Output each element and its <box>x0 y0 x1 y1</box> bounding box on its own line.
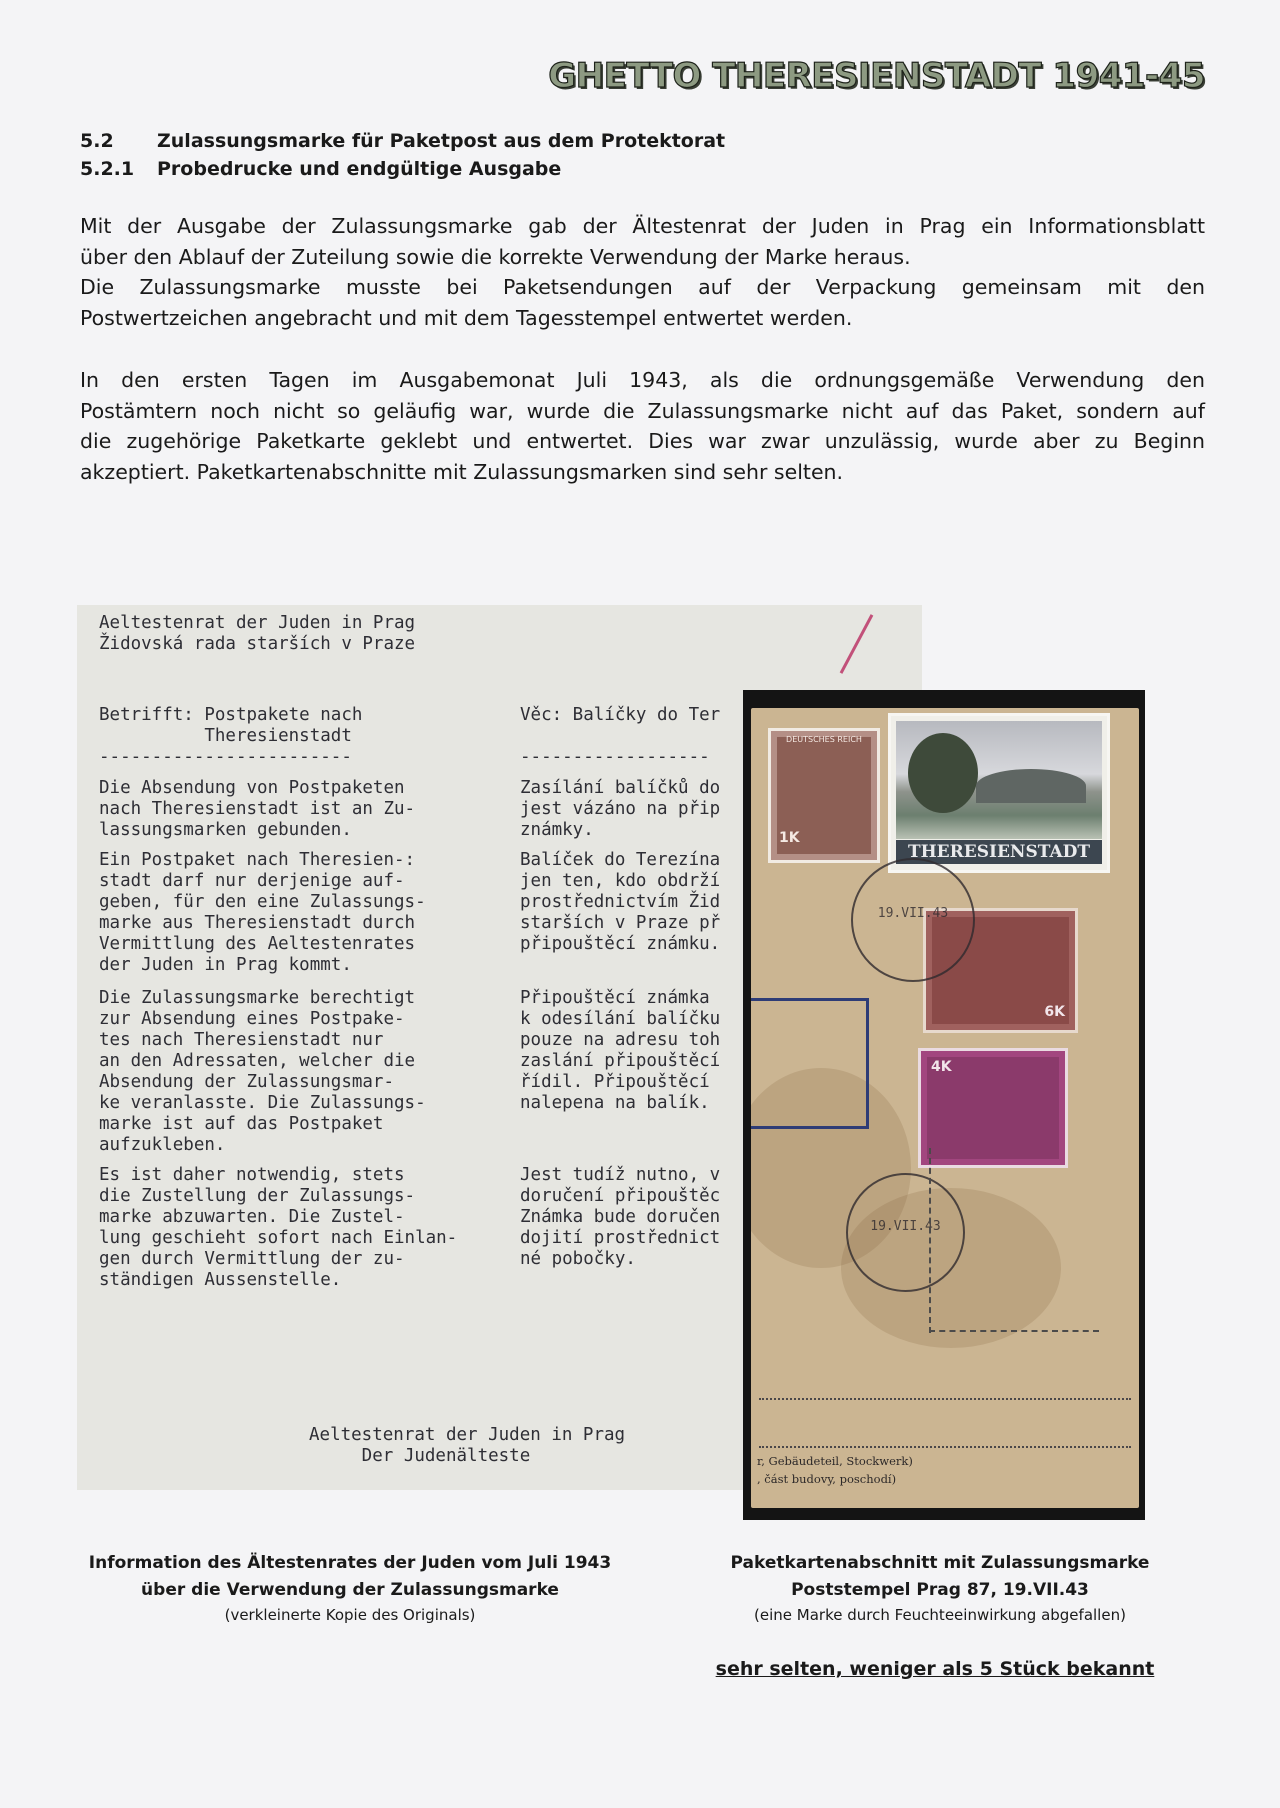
stamp-theresienstadt <box>888 713 1110 873</box>
postmark-date: 19.VII.43 <box>877 905 949 921</box>
letter-paragraph-cz-3: Připouštěcí známka k odesílání balíčku pouze na adresu toh zaslání připouštěcí řídil. Připouštěcí nalepena na balík. <box>520 988 721 1113</box>
dotted-line <box>759 1446 1131 1448</box>
dashed-cut-line <box>929 1148 934 1333</box>
postmark-prag-87 <box>846 1173 965 1292</box>
text-line: akzeptiert. Paketkartenabschnitte mit Zulassungsmarken sind sehr selten. <box>80 459 844 484</box>
stamp-header: DEUTSCHES REICH <box>786 735 862 744</box>
tree-icon <box>908 733 978 813</box>
caption-title: Paketkartenabschnitt mit Zulassungsmarke <box>730 1553 1150 1573</box>
section-number: 5.2.1 <box>80 158 135 180</box>
section-title: Zulassungsmarke für Paketpost aus dem Protektorat <box>157 130 726 152</box>
caption-right <box>680 1550 1200 1626</box>
letter-paragraph-de-1: Die Absendung von Postpaketen nach Theresienstadt ist an Zu- lassungsmarken gebunden. <box>99 778 416 840</box>
caption-title: Poststempel Prag 87, 19.VII.43 <box>791 1580 1089 1600</box>
page-title: GHETTO THERESIENSTADT 1941-45 <box>548 56 1205 96</box>
text-line: Postämtern noch nicht so geläufig war, wurde die Zulassungsmarke nicht auf das Paket, sondern auf <box>80 398 1205 423</box>
text-line: die zugehörige Paketkarte geklebt und entwertet. Dies war zwar unzulässig, wurde aber zu Beginn <box>80 429 1205 453</box>
parcel-card-cutout <box>751 708 1139 1508</box>
landscape-image <box>896 721 1102 839</box>
text-line: Postwertzeichen angebracht und mit dem Tagesstempel entwertet werden. <box>80 305 853 330</box>
letter-signature: Aeltestenrat der Juden in Prag Der Judenälteste <box>309 1425 626 1466</box>
card-field-label-cz: , část budovy, poschodí) <box>757 1472 897 1486</box>
letter-paragraph-cz-2: Balíček do Terezína jen ten, kdo obdrží prostřednictvím Žid starších v Praze př připouštěcí známku. <box>520 850 721 954</box>
caption-title: über die Verwendung der Zulassungsmarke <box>141 1580 559 1600</box>
caption-note: (eine Marke durch Feuchteeinwirkung abgefallen) <box>754 1606 1126 1624</box>
dotted-line <box>759 1398 1131 1400</box>
text-line: In den ersten Tagen im Ausgabemonat Juli 1943, als die ordnungsgemäße Verwendung den <box>80 368 1205 392</box>
letter-subject-de: Betrifft: Postpakete nach Theresienstadt ------------------------ <box>99 705 363 767</box>
caption-note: (verkleinerte Kopie des Originals) <box>224 1606 476 1624</box>
intro-paragraph-2 <box>80 365 1205 487</box>
parcel-card-frame <box>743 690 1145 1520</box>
stamp-value: 4K <box>931 1059 952 1075</box>
stamp-hitler-4k <box>918 1048 1068 1168</box>
stamp-hitler-1k <box>768 728 880 863</box>
intro-paragraph-1 <box>80 211 1205 333</box>
card-field-label-de: r, Gebäudeteil, Stockwerk) <box>757 1454 913 1468</box>
section-heading-5-2-1 <box>80 158 561 180</box>
postmark-prag-87 <box>851 858 975 982</box>
caption-title: Information des Ältestenrates der Juden vom Juli 1943 <box>88 1553 612 1573</box>
letter-paragraph-cz-4: Jest tudíž nutno, v doručení připouštěc Známka bude doručen dojití prostřednict né pobočky. <box>520 1165 721 1269</box>
hill-icon <box>976 769 1086 803</box>
pen-mark <box>840 614 874 674</box>
text-line: Mit der Ausgabe der Zulassungsmarke gab der Ältestenrat der Juden in Prag ein Informationsblatt <box>80 214 1205 238</box>
stamp-value: 1K <box>779 830 800 846</box>
rarity-note: sehr selten, weniger als 5 Stück bekannt <box>715 1658 1155 1680</box>
text-line: Die Zulassungsmarke musste bei Paketsendungen auf der Verpackung gemeinsam mit den <box>80 275 1205 299</box>
caption-left <box>60 1550 640 1626</box>
letter-paragraph-cz-1: Zasílání balíčků do jest vázáno na přip známky. <box>520 778 721 840</box>
letter-paragraph-de-3: Die Zulassungsmarke berechtigt zur Absendung eines Postpake- tes nach Theresienstadt nur an den Adressaten, welcher die Absendung der Zulassungsmar- ke veranlasste. Die Zulassungs- marke ist auf das Postpaket aufzukleben. <box>99 988 426 1155</box>
text-line: über den Ablauf der Zuteilung sowie die korrekte Verwendung der Marke heraus. <box>80 244 911 269</box>
stamp-value: 6K <box>1044 1004 1065 1020</box>
section-title: Probedrucke und endgültige Ausgabe <box>157 158 562 180</box>
letter-paragraph-de-4: Es ist daher notwendig, stets die Zustellung der Zulassungs- marke abzuwarten. Die Zustel- lung geschieht sofort nach Einlan- gen durch Vermittlung der zu- ständigen Aussenstelle. <box>99 1165 458 1290</box>
section-heading-5-2 <box>80 130 725 152</box>
letter-subject-cz: Věc: Balíčky do Ter ------------------ <box>520 705 721 767</box>
address-box <box>751 998 869 1129</box>
dashed-cut-line <box>929 1330 1099 1332</box>
letter-paragraph-de-2: Ein Postpaket nach Theresien-: stadt darf nur derjenige auf- geben, für den eine Zulassungs- marke aus Theresienstadt durch Vermittlung des Aeltestenrates der Juden in Prag kommt. <box>99 850 426 975</box>
letter-header: Aeltestenrat der Juden in Prag Židovská rada starších v Praze <box>99 613 416 654</box>
section-number: 5.2 <box>80 130 114 152</box>
stamp-caption: THERESIENSTADT <box>896 840 1102 864</box>
postmark-date: 19.VII.43 <box>870 1218 941 1234</box>
